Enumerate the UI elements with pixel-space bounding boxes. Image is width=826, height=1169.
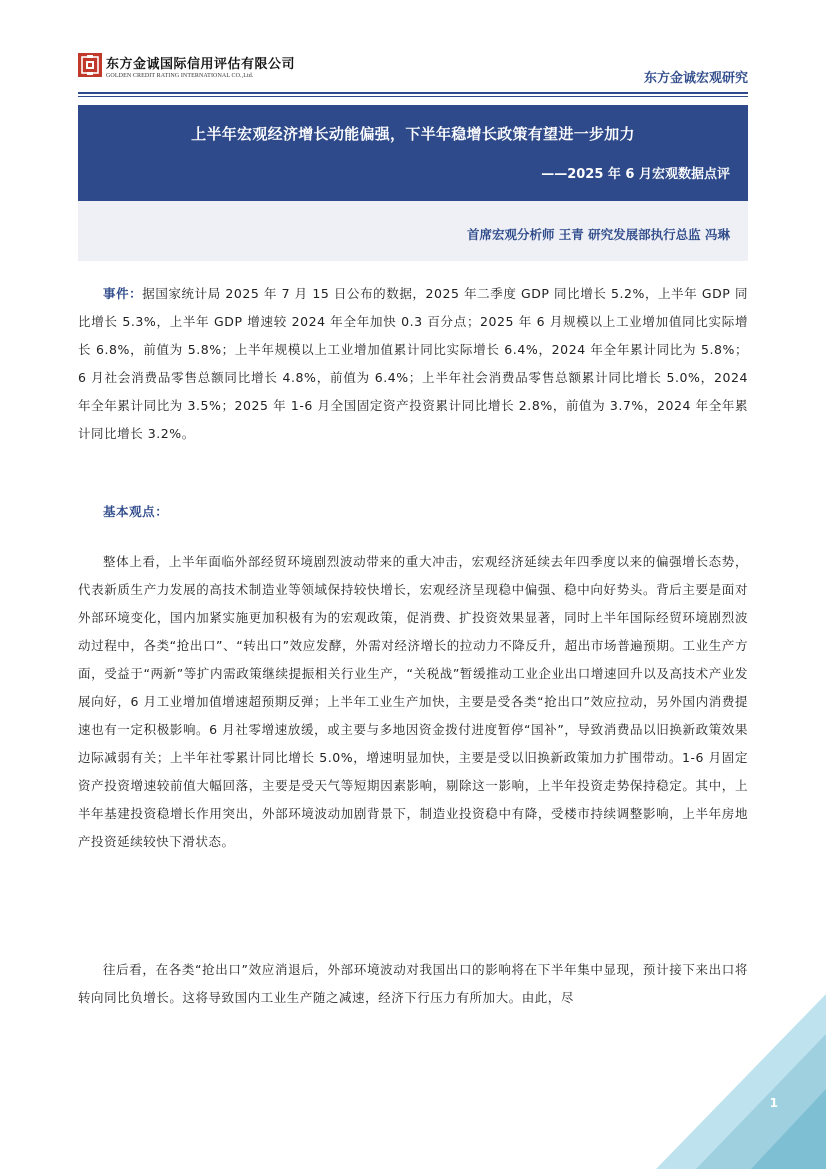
views-label: 基本观点： [103, 504, 169, 519]
company-name-en: GOLDEN CREDIT RATING INTERNATIONAL CO.,Ltd. [106, 73, 254, 79]
corner-decoration [656, 994, 826, 1169]
page-number: 1 [769, 1096, 778, 1110]
company-name-cn: 东方金诚国际信用评估有限公司 [106, 57, 296, 72]
company-logo-icon [78, 53, 102, 77]
header-divider-thin [78, 96, 748, 97]
views-paragraph-1: 整体上看，上半年面临外部经贸环境剧烈波动带来的重大冲击，宏观经济延续去年四季度以来的偏强增长态势，代表新质生产力发展的高技术制造业等领域保持较快增长，宏观经济呈现稳中偏强、稳中向好势头。背后主要是面对外部环境变化，国内加紧实施更加积极有为的宏观政策，促消费、扩投资效果显著，同时上半年国际经贸环境剧烈波动过程中，各类“抢出口”、“转出口”效应发酵，外需对经济增长的拉动力不降反升，超出市场普遍预期。工业生产方面，受益于“两新”等扩内需政策继续提振相关行业生产，“关税战”暂缓推动工业企业出口增速回升以及高技术产业发展向好，6 月工业增加值增速超预期反弹；上半年工业生产加快，主要是受各类“抢出口”效应拉动，另外国内消费提速也有一定积极影响。6 月社零增速放缓，或主要与多地因资金拨付进度暂停“国补”，导致消费品以旧换新政策效果边际减弱有关；上半年社零累计同比增长 5.0%，增速明显加快，主要是受以旧换新政策加力扩围带动。1-6 月固定资产投资增速较前值大幅回落，主要是受天气等短期因素影响，剔除这一影响，上半年投资走势保持稳定。其中，上半年基建投资稳增长作用突出，外部环境波动加剧背景下，制造业投资稳中有降，受楼市持续调整影响，上半年房地产投资延续较快下滑状态。 [78, 554, 748, 849]
author-line: 首席宏观分析师 王青 研究发展部执行总监 冯琳 [466, 227, 730, 242]
company-name [106, 58, 295, 80]
author-box [78, 201, 748, 261]
event-label: 事件： [103, 286, 143, 301]
event-paragraph [78, 280, 748, 448]
report-title: 上半年宏观经济增长动能偏强，下半年稳增长政策有望进一步加力 [191, 125, 635, 143]
views-paragraph-2: 往后看，在各类“抢出口”效应消退后，外部环境波动对我国出口的影响将在下半年集中显现，预计接下来出口将转向同比负增长。这将导致国内工业生产随之减速，经济下行压力有所加大。由此，尽 [78, 962, 748, 1005]
event-text: 据国家统计局 2025 年 7 月 15 日公布的数据，2025 年二季度 GDP 同比增长 5.2%，上半年 GDP 同比增长 5.3%，上半年 GDP 增速较 2024 年全年加快 0.3 百分点；2025 年 6 月规模以上工业增加值同比实际增长 6.8%，前值为 5.8%；上半年规模以上工业增加值累计同比实际增长 6.4%，2024 年全年累计同比为 5.8%；6 月社会消费品零售总额同比增长 4.8%，前值为 6.4%；上半年社会消费品零售总额累计同比增长 5.0%，2024 年全年累计同比为 3.5%；2025 年 1-6 月全国固定资产投资累计同比增长 2.8%，前值为 3.7%，2024 年全年累计同比增长 3.2%。 [78, 286, 749, 441]
views-heading [78, 498, 748, 526]
header-divider [78, 92, 748, 94]
title-banner [78, 105, 748, 201]
report-series-label: 东方金诚宏观研究 [643, 71, 748, 86]
report-subtitle: ——2025 年 6 月宏观数据点评 [541, 167, 730, 182]
